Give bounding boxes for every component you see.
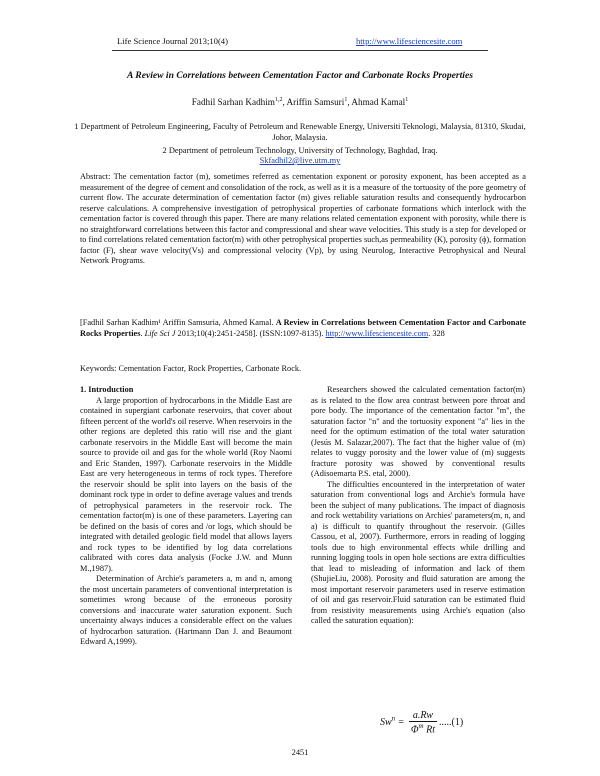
eq-label: .....(1) bbox=[439, 716, 464, 728]
archie-equation bbox=[380, 710, 463, 735]
column-left bbox=[80, 385, 292, 648]
keywords: Keywords: Cementation Factor, Rock Properties, Carbonate Rock. bbox=[80, 364, 302, 373]
eq-den-tail: Rt bbox=[423, 724, 435, 736]
intro-paragraph-2: Determination of Archie's parameters a, m and n, among the most uncertain parameters of conventional interpretation is sometimes wrong because of the erroneous porosity conversions and inaccurate water saturation exponent. Such uncertainty always induces a considerable effect on the values of hydrocarbon saturation. (Hartmann Dan J. and Beaumont Edward A,1999). bbox=[80, 574, 292, 646]
column-right bbox=[311, 385, 525, 627]
author-1-affil: 1,2 bbox=[274, 97, 283, 103]
eq-den-exponent: m bbox=[418, 722, 424, 730]
author-2-affil: 1 bbox=[344, 97, 348, 103]
paper-title: A Review in Correlations between Cementation Factor and Carbonate Rocks Properties bbox=[127, 70, 473, 81]
citation-sep: . bbox=[140, 328, 145, 338]
author-1: Fadhil Sarhan Kadhim bbox=[191, 97, 275, 108]
citation-journal: Life Sci J bbox=[144, 328, 176, 338]
header-journal-name: Life Science Journal 2013;10(4) bbox=[117, 36, 228, 46]
eq-lhs-exponent: n bbox=[391, 714, 396, 723]
author-2: , Ariffin Samsuri bbox=[282, 97, 345, 108]
citation-title: A Review in Correlations between Cementation Factor and Carbonate Rocks Properties bbox=[80, 318, 526, 338]
intro-paragraph-4: The difficulties encountered in the interpretation of water saturation from conventional logs and Archie's formula have been the subject of many publications. The impact of diagnosis and rock wettability variations on Archies' parameters(m, n, and a) is difficult to quantify throughout the reservoir. (Gilles Cassou, et al, 2007). Furthermore, errors in reading of logging tools due to high environmental effects while drilling and running logging tools in open hole sections are extra difficulties that lead to misleading of information and lack of them (ShujieLiu, 2008). Porosity and fluid saturation are among the most important reservoir parameters used in reserve estimation of oil and gas reservoir.Fluid saturation can be estimated fluid from resistivity measurements using Archie's equation (also called the saturation equation): bbox=[311, 479, 525, 625]
author-email[interactable]: Skfadhil2@live.utm.my bbox=[259, 156, 341, 165]
citation bbox=[80, 318, 526, 339]
affiliation-2: 2 Department of petroleum Technology, University of Technology, Baghdad, Iraq. bbox=[162, 146, 438, 155]
eq-phi: Φ bbox=[410, 724, 419, 736]
section-heading: 1. Introduction bbox=[80, 385, 134, 394]
author-list bbox=[60, 97, 540, 107]
header-divider bbox=[112, 50, 488, 51]
intro-paragraph-1: A large proportion of hydrocarbons in the Middle East are contained in supergiant carbonate reservoirs, that cover about fifteen percent of the world's oil reserve. When reservoirs in the other regions are depleted this ratio will rise and the giant carbonate reservoirs in the Middle East will become the main source to provide oil and gas for the whole world (Roy Naomi and Eric Standen, 1997). Carbonate reservoirs in the Middle East are very heterogeneous in terms of rock types. Therefore the reservoir should be split into layers on the basis of the dominant rock type in order to define average values and trends of petrophysical parameters in the reservoir rock. The cementation factor(m) is one of these parameters. Layering can be defined on the basis of cores and /or logs, which should be integrated with detailed geologic field model that allows layers and rock types to be identified by log data correlations calibrated with cores data analysis (Focke J.W. and Munn M.,1987). bbox=[80, 395, 292, 573]
citation-end: . 328 bbox=[428, 328, 445, 338]
eq-denominator bbox=[409, 722, 437, 735]
citation-link[interactable]: http://www.lifesciencesite.com bbox=[325, 328, 429, 338]
citation-authors: [Fadhil Sarhan Kadhim¹ Ariffin Samsuria, Ahmed Kamal. bbox=[80, 318, 276, 327]
eq-equals: = bbox=[395, 716, 407, 728]
eq-fraction bbox=[409, 710, 437, 735]
abstract: Abstract: The cementation factor (m), sometimes referred as cementation exponent or porosity exponent, has been accepted as a measurement of the degree of cement and consolidation of the rock, as well as it is a measure of the tortuosity of the pore geometry of current flow. The accurate determination of cementation factor (m) gives reliable saturation results and consequently hydrocarbon reserve calculations. A comprehensive investigation of petrophysical properties of carbonate formations which interlock with the cementation factor is covered through this paper. There are many relations related cementation exponent with porosity, while there is no straightforward correlations between this factor and compressional and shear wave velocities. This study is a step for developed or to find correlations related cementation factor(m) with other petrophysical properties such,as permeability (K), porosity (ϕ), formation factor (F), shear wave velocity(Vs) and compressional velocity (Vp), by using Neurolog, Interactive Petrophysical and Neural Network Programs. bbox=[80, 172, 526, 265]
header-journal-link[interactable]: http://www.lifesciencesite.com bbox=[356, 36, 463, 46]
affiliation-1: 1 Department of Petroleum Engineering, Faculty of Petroleum and Renewable Energy, Universiti Teknologi, Malaysia, 81310, Skudai, Johor, Malaysia. bbox=[74, 122, 526, 142]
intro-paragraph-3: Researchers showed the calculated cementation factor(m) as is related to the flow area contrast between pore throat and pore body. The importance of the cementation factor "m", the saturation factor "n" and the tortuosity exponent "a" lies in the need for the optimum estimation of the total water saturation (Jesús M. Salazar,2007). The fact that the higher value of (m) relates to vuggy porosity and the lower value of (m) suggests fracture porosity was showed by conventional results (Adisoemarta P.S. etal, 2000). bbox=[311, 385, 525, 478]
citation-details: 2013;10(4):2451-2458]. (ISSN:1097-8135). bbox=[175, 328, 326, 338]
eq-numerator: a.Rw bbox=[409, 710, 437, 722]
author-3-affil: 1 bbox=[405, 97, 409, 103]
eq-lhs: Sw bbox=[380, 716, 392, 728]
page-number: 2451 bbox=[291, 748, 309, 757]
author-3: , Ahmad Kamal bbox=[347, 97, 406, 108]
